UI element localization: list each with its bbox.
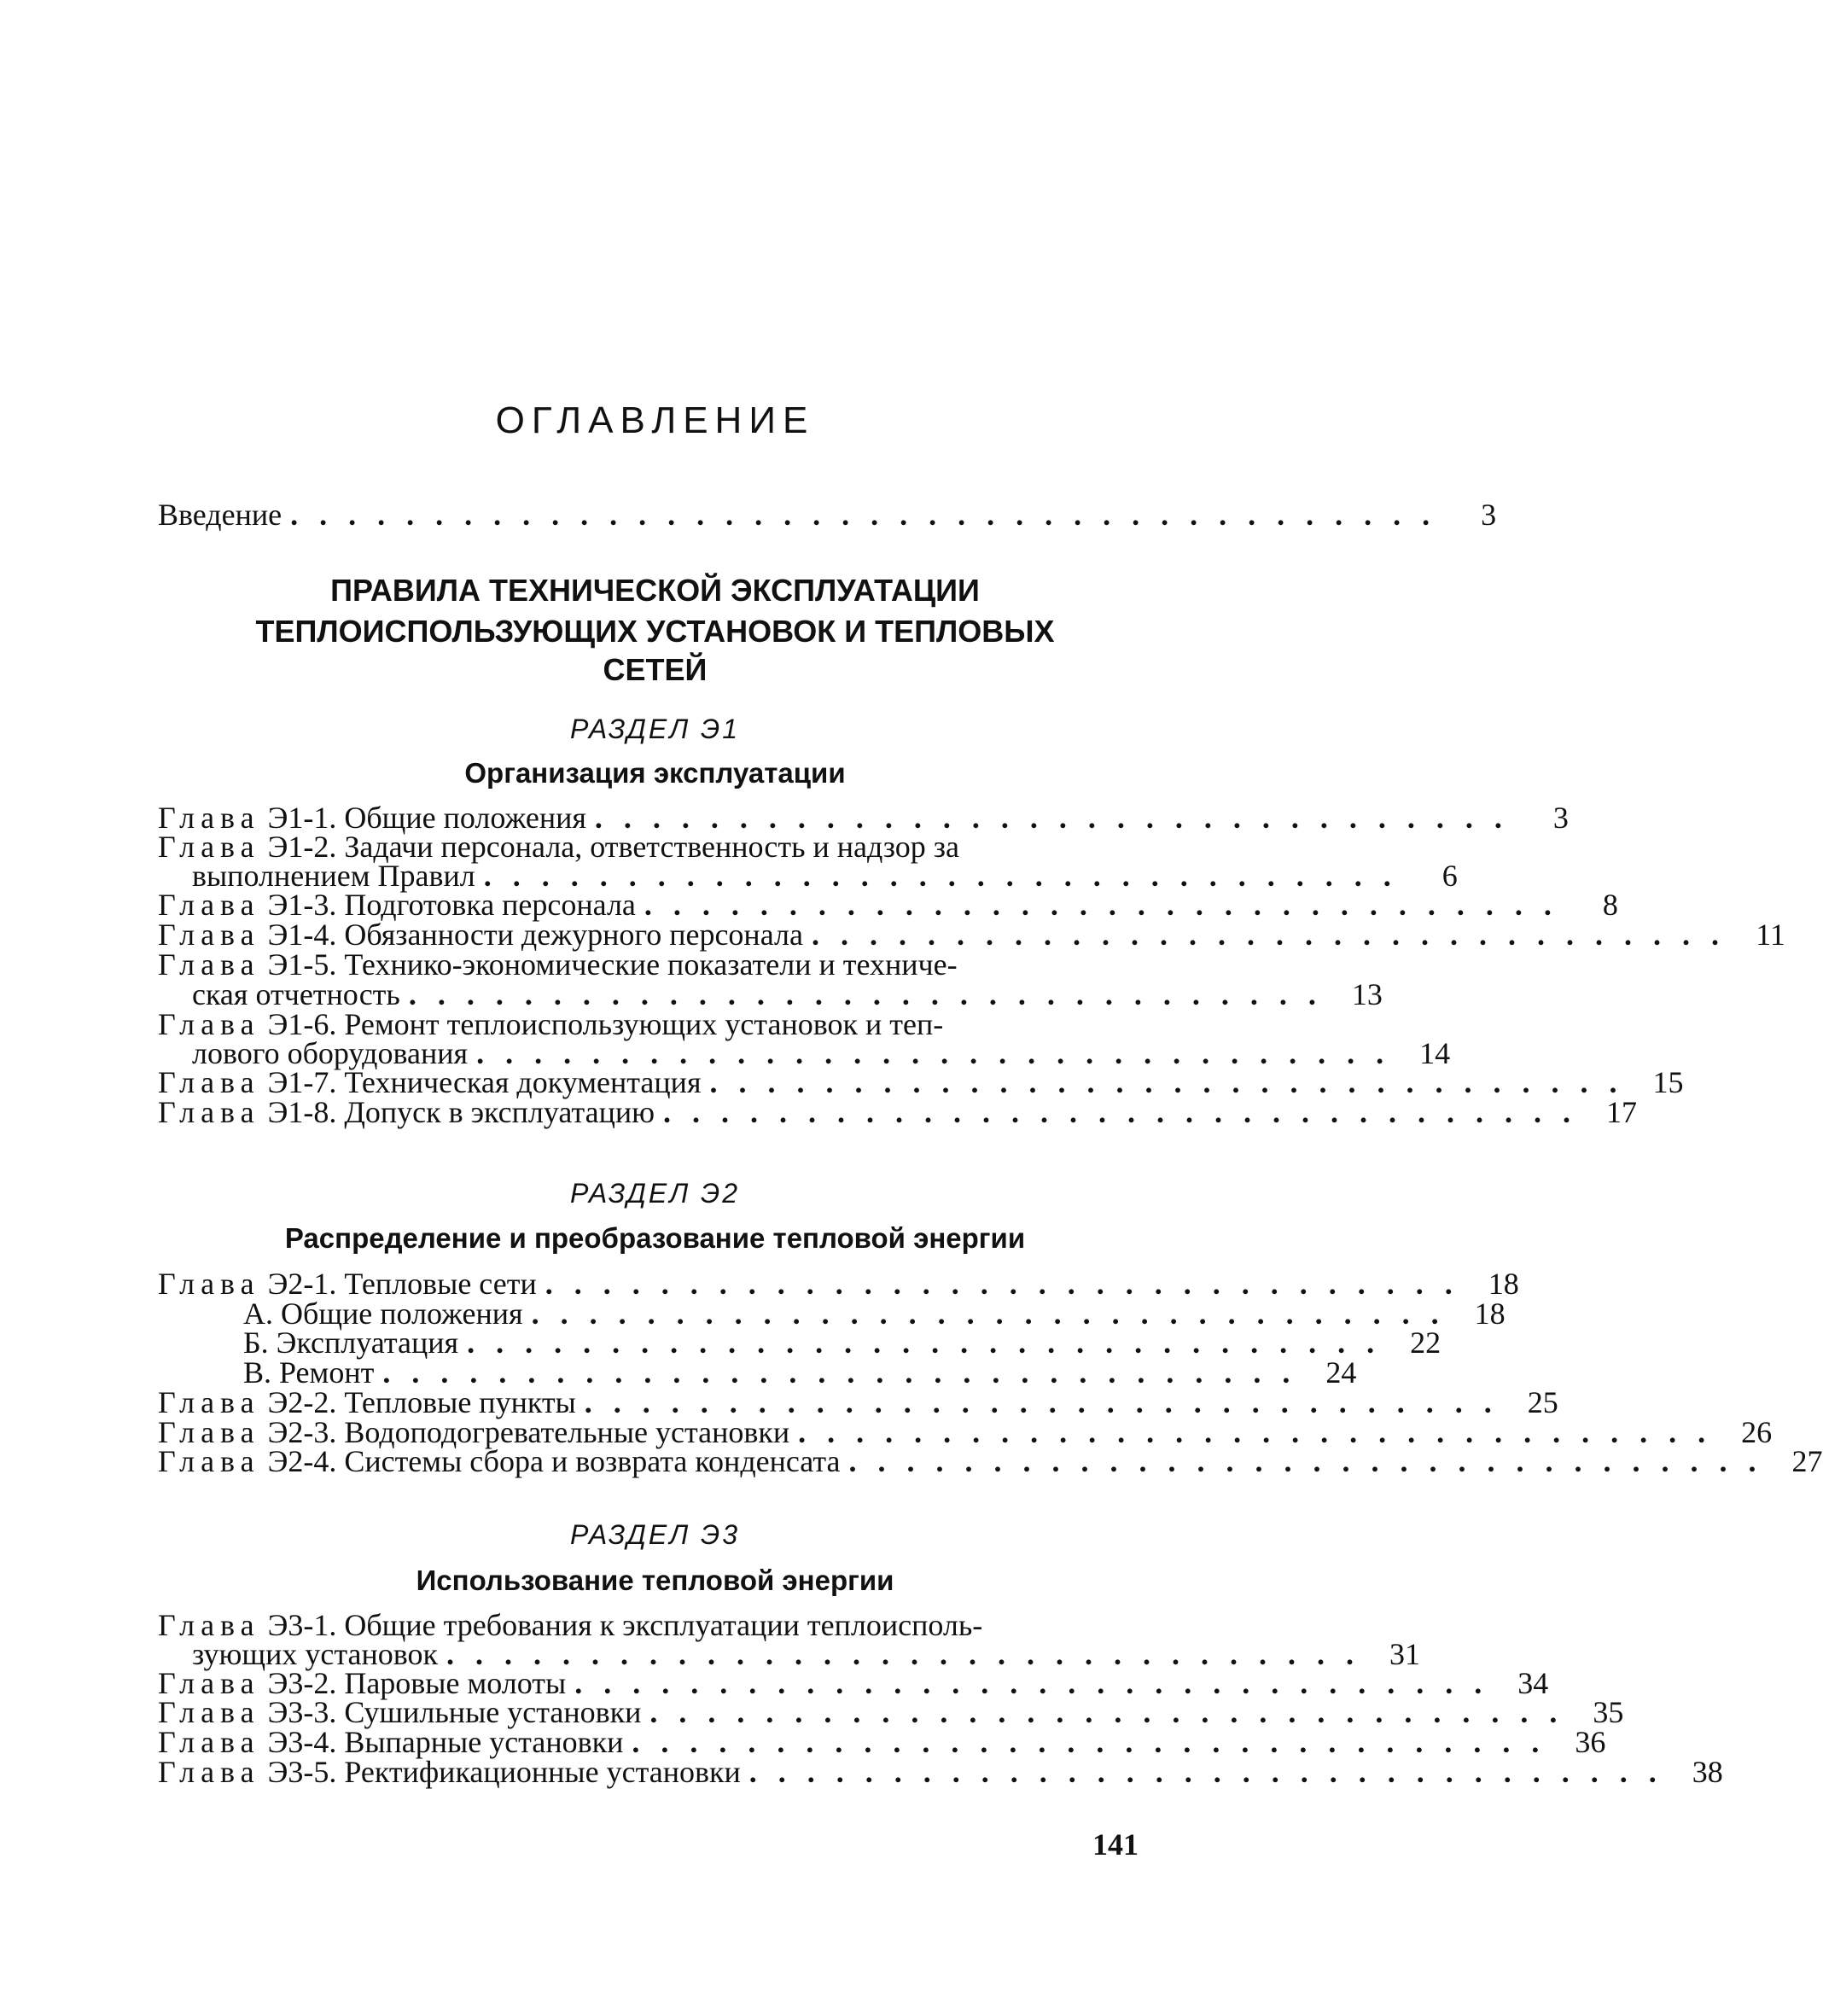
toc-entry — [158, 1725, 1606, 1759]
toc-entry-page: 38 — [1692, 1755, 1723, 1789]
toc-entry-title: Глава Э2-4. Системы сбора и возврата конденсата — [158, 1444, 841, 1478]
toc-entry-page: 34 — [1517, 1666, 1549, 1700]
leader-dots: . . . . . . . . . . . . . . . . . . . . . . . . . . . . . . . . — [848, 1444, 1763, 1478]
toc-entry — [158, 977, 1383, 1011]
toc-entry-title: Глава Э3-1. Общие требования к эксплуатации теплоисполь- — [158, 1608, 983, 1642]
toc-entry-title: Глава Э1-6. Ремонт теплоиспользующих установок и теп- — [158, 1007, 944, 1041]
toc-entry-title: Глава Э1-3. Подготовка персонала — [158, 888, 636, 922]
toc-entry — [158, 1355, 1357, 1390]
toc-entry-title: Глава Э2-1. Тепловые сети — [158, 1267, 537, 1301]
toc-entry-continuation: выполнением Правил — [192, 859, 475, 893]
toc-entry-title: Глава Э1-7. Техническая документация — [158, 1065, 702, 1099]
leader-dots: . . . . . . . . . . . . . . . . . . . . . . . . . . . . . . . . — [408, 977, 1323, 1011]
toc-entry-title: Глава Э3-2. Паровые молоты — [158, 1666, 567, 1700]
part-title-line-2: ТЕПЛОИСПОЛЬЗУЮЩИХ УСТАНОВОК И ТЕПЛОВЫХ — [255, 614, 1055, 649]
toc-entry-title: Введение — [158, 498, 282, 532]
leader-dots: . . . . . . . . . . . . . . . . . . . . . . . . . . . . . . . . — [476, 1036, 1391, 1070]
leader-dots: . . . . . . . . . . . . . . . . . . . . . . . . . . . . . . . . — [467, 1326, 1382, 1360]
section-name: Распределение и преобразование тепловой энергии — [284, 1222, 1026, 1254]
toc-entry — [158, 1095, 1638, 1129]
toc-entry — [158, 1444, 1823, 1478]
section-label: РАЗДЕЛ Э2 — [569, 1178, 741, 1209]
leader-dots: . . . . . . . . . . . . . . . . . . . . . . . . . . . . . . . . — [663, 1095, 1578, 1129]
toc-entry-page: 27 — [1791, 1444, 1823, 1478]
leader-dots: . . . . . . . . . . . . . . . . . . . . . . . . . . . . . . . . — [574, 1666, 1489, 1700]
toc-subentry-title: В. Ремонт — [243, 1355, 375, 1390]
toc-entry-page: 18 — [1474, 1296, 1506, 1331]
toc-entry-page: 22 — [1410, 1326, 1442, 1360]
toc-entry-page: 11 — [1756, 918, 1785, 952]
part-title-line-3: СЕТЕЙ — [603, 652, 708, 687]
toc-entry-title: Глава Э1-5. Технико-экономические показатели и техниче- — [158, 947, 958, 982]
toc-entry-page: 26 — [1741, 1415, 1773, 1449]
leader-dots: . . . . . . . . . . . . . . . . . . . . . . . . . . . . . . . . — [483, 859, 1398, 893]
toc-entry-page: 36 — [1575, 1725, 1606, 1759]
toc-title: ОГЛАВЛЕНИЕ — [495, 399, 815, 441]
section-name: Использование тепловой энергии — [416, 1564, 894, 1596]
toc-entry-title: Глава Э1-8. Допуск в эксплуатацию — [158, 1095, 655, 1129]
toc-entry-page: 25 — [1527, 1385, 1558, 1419]
toc-entry-page: 3 — [1481, 498, 1497, 532]
leader-dots: . . . . . . . . . . . . . . . . . . . . . . . . . . . . . . . . — [748, 1755, 1663, 1789]
section-label: РАЗДЕЛ Э3 — [569, 1519, 741, 1550]
leader-dots: . . . . . . . . . . . . . . . . . . . . . . . . . . . . . . . . — [531, 1296, 1446, 1331]
toc-entry-page: 31 — [1389, 1637, 1420, 1671]
toc-entry-title: Глава Э2-2. Тепловые пункты — [158, 1385, 576, 1419]
part-title-line-1: ПРАВИЛА ТЕХНИЧЕСКОЙ ЭКСПЛУАТАЦИИ — [330, 573, 980, 608]
leader-dots: . . . . . . . . . . . . . . . . . . . . . . . . . . . . . . . . — [632, 1725, 1546, 1759]
toc-entry-page: 35 — [1593, 1695, 1624, 1729]
toc-entry-page: 14 — [1419, 1036, 1451, 1070]
section-label: РАЗДЕЛ Э1 — [569, 714, 741, 744]
leader-dots: . . . . . . . . . . . . . . . . . . . . . . . . . . . . . . . . — [798, 1415, 1713, 1449]
toc-entry — [158, 918, 1785, 952]
toc-entry — [158, 1065, 1684, 1099]
section-name: Организация эксплуатации — [464, 757, 846, 789]
toc-entry-title: Глава Э3-5. Ректификационные установки — [158, 1755, 741, 1789]
toc-entry — [158, 1755, 1723, 1789]
toc-entry-continuation: зующих установок — [192, 1637, 438, 1671]
leader-dots: . . . . . . . . . . . . . . . . . . . . . . . . . . . . . . . . — [594, 801, 1509, 835]
leader-dots: . . . . . . . . . . . . . . . . . . . . . . . . . . . . . . . . . . . . . . . . — [290, 498, 1437, 532]
toc-entry-continuation: ская отчетность — [192, 977, 400, 1011]
leader-dots: . . . . . . . . . . . . . . . . . . . . . . . . . . . . . . . . — [644, 888, 1558, 922]
toc-entry — [158, 1267, 1519, 1301]
toc-entry-title: Глава Э1-4. Обязанности дежурного персонала — [158, 918, 803, 952]
toc-entry — [158, 1695, 1624, 1729]
toc-entry-title: Глава Э2-3. Водоподогревательные установки — [158, 1415, 790, 1449]
toc-entry-page: 3 — [1552, 801, 1569, 835]
page-number: 141 — [1092, 1827, 1139, 1862]
toc-entry-title: Глава Э1-1. Общие положения — [158, 801, 586, 835]
leader-dots: . . . . . . . . . . . . . . . . . . . . . . . . . . . . . . . . — [382, 1355, 1297, 1390]
toc-entry-title: Глава Э1-2. Задачи персонала, ответственность и надзор за — [158, 830, 959, 864]
leader-dots: . . . . . . . . . . . . . . . . . . . . . . . . . . . . . . . . — [446, 1637, 1360, 1671]
toc-entry-page: 13 — [1351, 977, 1383, 1011]
leader-dots: . . . . . . . . . . . . . . . . . . . . . . . . . . . . . . . . — [649, 1695, 1564, 1729]
toc-entry-intro — [158, 498, 1497, 532]
toc-entry-page: 15 — [1652, 1065, 1684, 1099]
toc-entry-title: Глава Э3-3. Сушильные установки — [158, 1695, 642, 1729]
toc-entry-page: 6 — [1442, 859, 1458, 893]
toc-entry-title: Глава Э3-4. Выпарные установки — [158, 1725, 624, 1759]
toc-entry-continuation: лового оборудования — [192, 1036, 469, 1070]
toc-subentry-title: А. Общие положения — [243, 1296, 523, 1331]
leader-dots: . . . . . . . . . . . . . . . . . . . . . . . . . . . . . . . . — [811, 918, 1726, 952]
toc-entry-page: 24 — [1325, 1355, 1357, 1390]
toc-entry — [158, 1326, 1442, 1360]
toc-entry-page: 8 — [1602, 888, 1618, 922]
toc-entry — [158, 1385, 1558, 1419]
leader-dots: . . . . . . . . . . . . . . . . . . . . . . . . . . . . . . . . — [545, 1267, 1459, 1301]
toc-entry-page: 17 — [1606, 1095, 1638, 1129]
toc-entry-page: 18 — [1488, 1267, 1519, 1301]
toc-subentry-title: Б. Эксплуатация — [243, 1326, 459, 1360]
leader-dots: . . . . . . . . . . . . . . . . . . . . . . . . . . . . . . . . — [584, 1385, 1499, 1419]
leader-dots: . . . . . . . . . . . . . . . . . . . . . . . . . . . . . . . . — [709, 1065, 1624, 1099]
toc-entry — [158, 888, 1618, 922]
